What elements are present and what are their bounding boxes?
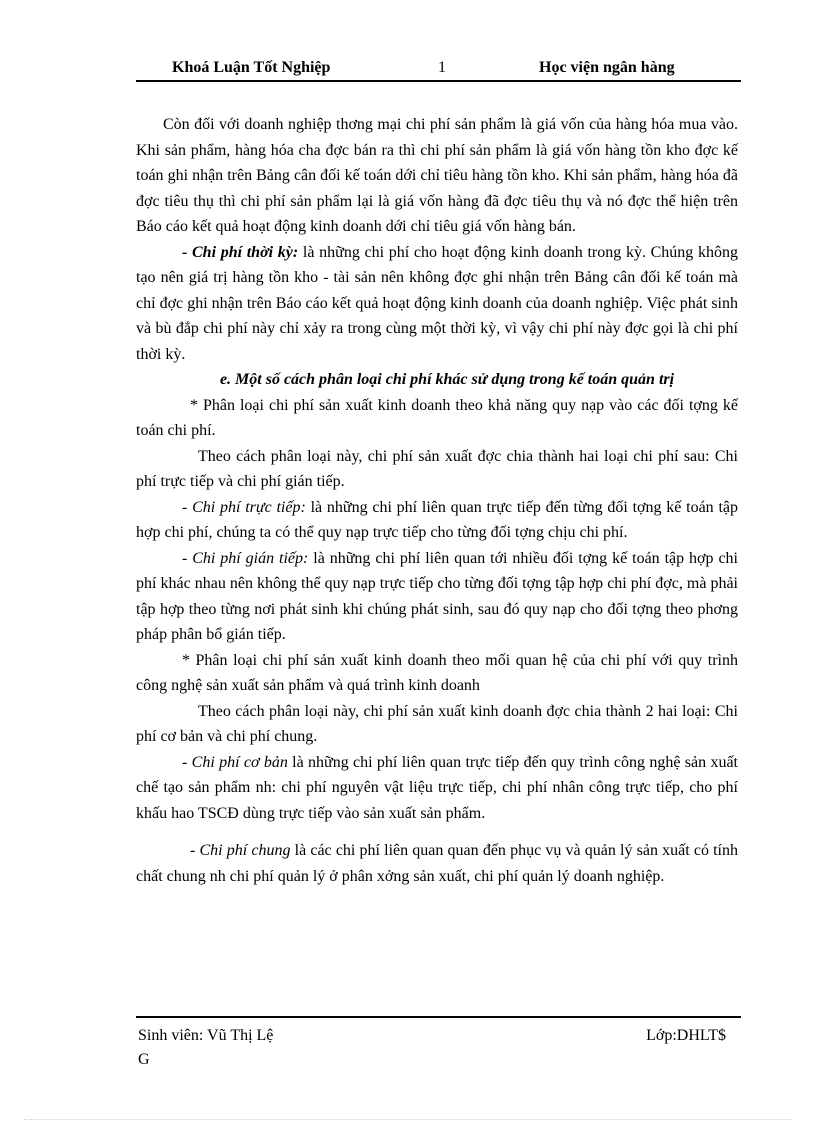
- paragraph-indirect-costs: [136, 546, 738, 648]
- term-indirect-costs: - Chi phí gián tiếp:: [182, 549, 309, 567]
- period-costs-definition: là những chi phí cho hoạt động kinh doanh trong kỳ. Chúng không tạo nên giá trị hàng tồn kho - tài sản nên không đợc ghi nhận trên Bảng cân đối kế toán mà chỉ đợc ghi nhận trên Báo cáo kết quả hoạt động kinh doanh của doanh nghiệp. Việc phát sinh và bù đắp chi phí này chỉ xảy ra trong cùng một thời kỳ, vì vậy chi phí này đợc gọi là chi phí thời kỳ.: [136, 243, 738, 363]
- general-costs-definition: là các chi phí liên quan quan đến phục vụ và quản lý sản xuất có tính chất chung nh chi phí quản lý ở phân xởng sản xuất, chi phí quản lý doanh nghiệp.: [136, 842, 738, 885]
- page-number: 1: [438, 59, 446, 76]
- term-general-costs: - Chi phí chung: [190, 842, 291, 859]
- footer-class: Lớp:DHLT$: [646, 1027, 726, 1044]
- paragraph-basic-costs: [136, 750, 738, 827]
- paragraph-period-costs: [136, 240, 738, 368]
- paragraph-basic-general: Theo cách phân loại này, chi phí sản xuất kinh doanh đợc chia thành 2 hai loại: Chi phí cơ bản và chi phí chung.: [136, 702, 738, 745]
- footer-student-name: Sinh viên: Vũ Thị Lệ: [138, 1027, 274, 1044]
- term-period-costs: - Chi phí thời kỳ:: [182, 243, 299, 261]
- footer-student-name-continued: G: [138, 1051, 150, 1068]
- basic-costs-definition: là những chi phí liên quan trực tiếp đến quy trình công nghệ sản xuất chế tạo sản phẩm nh: chi phí nguyên vật liệu trực tiếp, chi phí nhân công trực tiếp, cho phí khấu hao TSCĐ dùng trực tiếp vào sản xuất sản phẩm.: [136, 753, 738, 822]
- paragraph-general-costs: [136, 838, 738, 889]
- paragraph-direct-indirect: Theo cách phân loại này, chi phí sản xuất đợc chia thành hai loại chi phí sau: Chi phí trực tiếp và chi phí gián tiếp.: [136, 447, 738, 490]
- direct-costs-definition: là những chi phí liên quan trực tiếp đến từng đối tợng kế toán tập hợp chi phí, chúng ta có thể quy nạp trực tiếp cho từng đối tợng chịu chi phí.: [136, 498, 739, 541]
- paragraph-commercial-enterprises: Còn đối với doanh nghiệp thơng mại chi phí sản phẩm là giá vốn của hàng hóa mua vào. Khi sản phẩm, hàng hóa cha đợc bán ra thì chi phí sản phẩm là giá vốn hàng tồn kho đợc kế toán ghi nhận trên Bảng cân đối kế toán dới chỉ tiêu hàng tồn kho. Khi sản phẩm, hàng hóa đã đợc tiêu thụ thì chi phí sản phẩm lại là giá vốn hàng đã đợc tiêu thụ và nó đợc thể hiện trên Báo cáo kết quả hoạt động kinh doanh dới chỉ tiêu giá vốn hàng bán.: [136, 116, 738, 235]
- page-edge-divider: [24, 1119, 792, 1120]
- footer-rule: [136, 1016, 741, 1018]
- paragraph-direct-costs: [136, 495, 738, 546]
- page-header: [136, 58, 741, 82]
- indirect-costs-definition: là những chi phí liên quan tới nhiều đối tợng kế toán tập hợp chi phí khác nhau nên không thể quy nạp trực tiếp cho từng đối tợng tập hợp chi phí đợc, mà phải tập hợp theo từng nơi phát sinh khi chúng phát sinh, sau đó quy nạp cho đối tợng theo phơng pháp phân bổ gián tiếp.: [136, 549, 738, 643]
- term-basic-costs: - Chi phí cơ bản: [182, 753, 288, 771]
- document-body: [136, 112, 738, 889]
- classification-by-process: * Phân loại chi phí sản xuất kinh doanh theo mối quan hệ của chi phí với quy trình công nghệ sản xuất sản phẩm và quá trình kinh doanh: [136, 651, 738, 694]
- page-footer: [138, 1024, 738, 1072]
- header-institution: Học viện ngân hàng: [539, 59, 675, 76]
- section-heading-e: e. Một số cách phân loại chi phí khác sử dụng trong kế toán quản trị: [219, 371, 675, 388]
- classification-by-allocation: * Phân loại chi phí sản xuất kinh doanh theo khả năng quy nạp vào các đối tợng kế toán chi phí.: [136, 396, 738, 439]
- header-thesis-title: Khoá Luận Tốt Nghiệp: [172, 59, 331, 76]
- term-direct-costs: - Chi phí trực tiếp:: [182, 498, 306, 516]
